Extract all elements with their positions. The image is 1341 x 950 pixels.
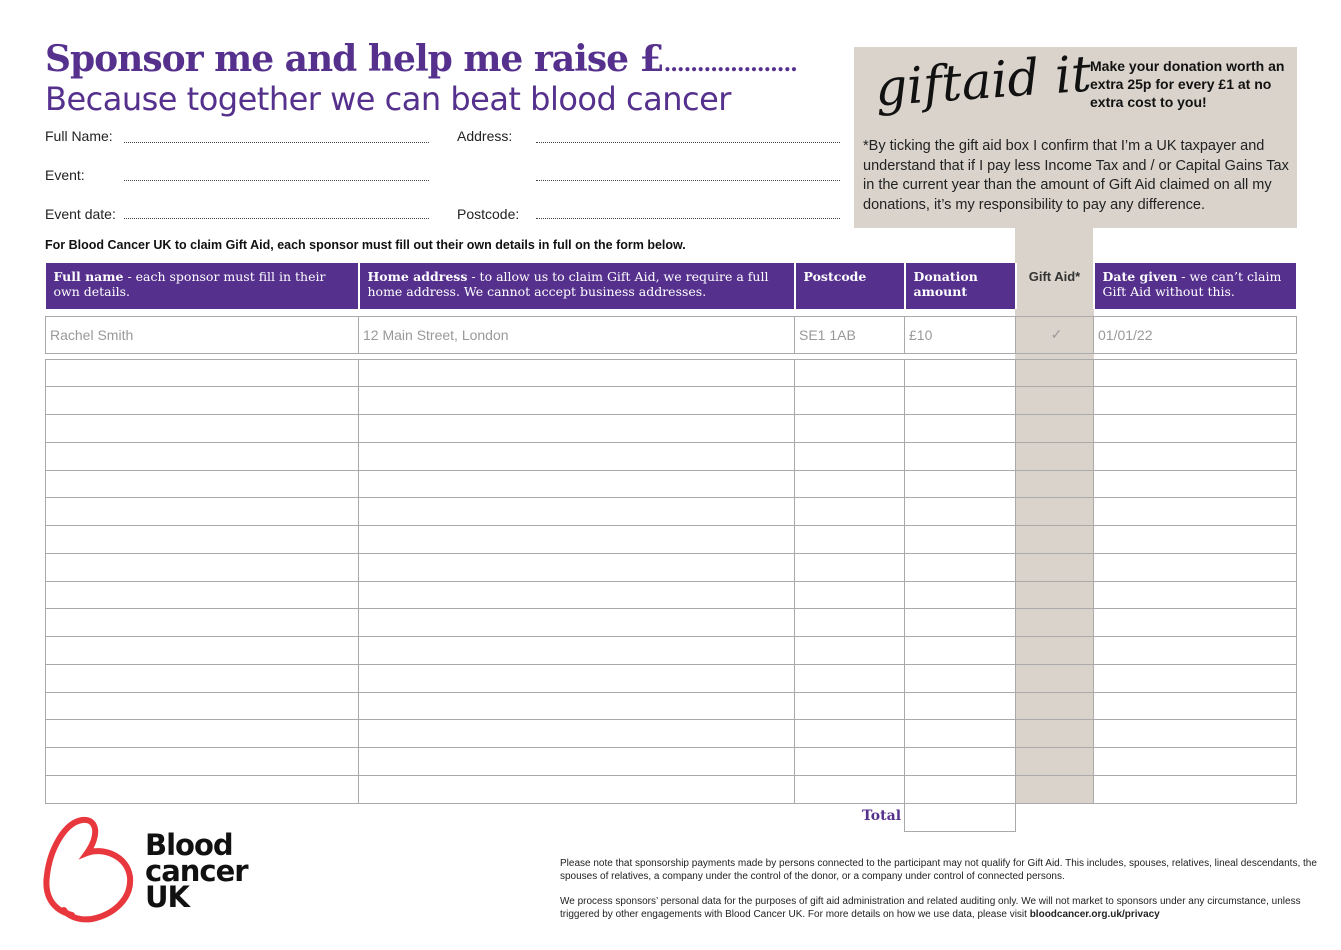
total-label: Total bbox=[862, 808, 902, 824]
table-row bbox=[46, 553, 1297, 581]
cell-address[interactable] bbox=[359, 415, 795, 443]
cell-postcode[interactable] bbox=[795, 720, 905, 748]
address-label: Address: bbox=[457, 128, 513, 144]
cell-name[interactable] bbox=[46, 470, 359, 498]
cell-address[interactable] bbox=[359, 720, 795, 748]
full-name-label: Full Name: bbox=[45, 128, 113, 144]
table-row bbox=[46, 748, 1297, 776]
cell-gift-aid[interactable] bbox=[1016, 553, 1094, 581]
cell-address[interactable] bbox=[359, 664, 795, 692]
cell-address[interactable] bbox=[359, 442, 795, 470]
cell-name[interactable] bbox=[46, 415, 359, 443]
cell-name[interactable] bbox=[46, 692, 359, 720]
amount-dots: .................... bbox=[663, 51, 797, 77]
table-row bbox=[46, 609, 1297, 637]
example-gift-aid-check-icon: ✓ bbox=[1016, 316, 1094, 353]
event-field[interactable] bbox=[124, 180, 429, 181]
cell-gift-aid[interactable] bbox=[1016, 581, 1094, 609]
table-row bbox=[46, 664, 1297, 692]
cell-date[interactable] bbox=[1094, 720, 1297, 748]
col-header-postcode bbox=[795, 263, 905, 309]
cell-postcode[interactable] bbox=[795, 581, 905, 609]
cell-postcode[interactable] bbox=[795, 664, 905, 692]
address-field-line2[interactable] bbox=[536, 180, 840, 181]
cell-date[interactable] bbox=[1094, 415, 1297, 443]
gift-aid-logo: giftaid it bbox=[873, 44, 1094, 118]
example-address: 12 Main Street, London bbox=[359, 316, 795, 353]
table-row bbox=[46, 359, 1297, 387]
cell-address[interactable] bbox=[359, 387, 795, 415]
cell-date[interactable] bbox=[1094, 553, 1297, 581]
cell-address[interactable] bbox=[359, 775, 795, 803]
event-date-label: Event date: bbox=[45, 206, 116, 222]
cell-gift-aid[interactable] bbox=[1016, 470, 1094, 498]
privacy-text: We process sponsors’ personal data for the purposes of gift aid administration and related auditing only. We will not market to sponsors under any circumstance, unless triggered by other engagements with Blood Cancer UK. For more details on how we use data, please visit bbox=[560, 896, 1301, 920]
privacy-note bbox=[560, 895, 1320, 921]
cell-postcode[interactable] bbox=[795, 470, 905, 498]
cell-gift-aid[interactable] bbox=[1016, 775, 1094, 803]
example-date: 01/01/22 bbox=[1094, 316, 1297, 353]
cell-name[interactable] bbox=[46, 526, 359, 554]
privacy-link[interactable]: bloodcancer.org.uk/privacy bbox=[1029, 909, 1160, 920]
col-bold: Home address bbox=[367, 269, 468, 284]
col-header-address bbox=[359, 263, 795, 309]
cell-postcode[interactable] bbox=[795, 387, 905, 415]
table-header-row bbox=[46, 263, 1297, 309]
cell-date[interactable] bbox=[1094, 442, 1297, 470]
cell-amount[interactable] bbox=[905, 692, 1016, 720]
cell-amount[interactable] bbox=[905, 526, 1016, 554]
cell-address[interactable] bbox=[359, 526, 795, 554]
cell-name[interactable] bbox=[46, 442, 359, 470]
cell-address[interactable] bbox=[359, 359, 795, 387]
cell-address[interactable] bbox=[359, 581, 795, 609]
cell-address[interactable] bbox=[359, 553, 795, 581]
cell-date[interactable] bbox=[1094, 664, 1297, 692]
event-date-field[interactable] bbox=[124, 218, 429, 219]
cell-amount[interactable] bbox=[905, 637, 1016, 665]
cell-address[interactable] bbox=[359, 609, 795, 637]
col-rest: - to allow us to claim Gift Aid, we require a full home address. We cannot accept business addresses. bbox=[367, 269, 769, 299]
cell-gift-aid[interactable] bbox=[1016, 692, 1094, 720]
cell-date[interactable] bbox=[1094, 775, 1297, 803]
cell-date[interactable] bbox=[1094, 359, 1297, 387]
cell-address[interactable] bbox=[359, 470, 795, 498]
table-row bbox=[46, 720, 1297, 748]
col-header-amount bbox=[905, 263, 1016, 309]
cell-address[interactable] bbox=[359, 692, 795, 720]
table-row bbox=[46, 692, 1297, 720]
cell-address[interactable] bbox=[359, 748, 795, 776]
cell-date[interactable] bbox=[1094, 637, 1297, 665]
cell-gift-aid[interactable] bbox=[1016, 664, 1094, 692]
cell-postcode[interactable] bbox=[795, 609, 905, 637]
cell-postcode[interactable] bbox=[795, 359, 905, 387]
cell-postcode[interactable] bbox=[795, 415, 905, 443]
address-field[interactable] bbox=[536, 142, 840, 143]
table-row bbox=[46, 498, 1297, 526]
cell-name[interactable] bbox=[46, 664, 359, 692]
cell-name[interactable] bbox=[46, 387, 359, 415]
col-bold: Postcode bbox=[803, 269, 867, 284]
cell-gift-aid[interactable] bbox=[1016, 748, 1094, 776]
cell-amount[interactable] bbox=[905, 498, 1016, 526]
col-bold: Date given bbox=[1102, 269, 1178, 284]
table-row bbox=[46, 581, 1297, 609]
cell-gift-aid[interactable] bbox=[1016, 359, 1094, 387]
cell-gift-aid[interactable] bbox=[1016, 720, 1094, 748]
table-row bbox=[46, 775, 1297, 803]
table-row bbox=[46, 442, 1297, 470]
col-rest: - we can’t claim Gift Aid without this. bbox=[1102, 269, 1282, 299]
cell-date[interactable] bbox=[1094, 609, 1297, 637]
cell-amount[interactable] bbox=[905, 359, 1016, 387]
instruction-text: For Blood Cancer UK to claim Gift Aid, each sponsor must fill out their own details in full on the form below. bbox=[45, 238, 686, 252]
cell-gift-aid[interactable] bbox=[1016, 609, 1094, 637]
cell-name[interactable] bbox=[46, 581, 359, 609]
cell-gift-aid[interactable] bbox=[1016, 526, 1094, 554]
cell-gift-aid[interactable] bbox=[1016, 415, 1094, 443]
cell-gift-aid[interactable] bbox=[1016, 442, 1094, 470]
col-rest: - each sponsor must fill in their own details. bbox=[53, 269, 326, 299]
cell-name[interactable] bbox=[46, 498, 359, 526]
cell-postcode[interactable] bbox=[795, 526, 905, 554]
cell-postcode[interactable] bbox=[795, 553, 905, 581]
cell-amount[interactable] bbox=[905, 664, 1016, 692]
total-field[interactable] bbox=[904, 803, 1016, 832]
postcode-field[interactable] bbox=[536, 218, 840, 219]
cell-name[interactable] bbox=[46, 720, 359, 748]
cell-address[interactable] bbox=[359, 498, 795, 526]
cell-date[interactable] bbox=[1094, 748, 1297, 776]
sponsor-table bbox=[45, 263, 1298, 804]
cell-gift-aid[interactable] bbox=[1016, 637, 1094, 665]
table-row bbox=[46, 637, 1297, 665]
cell-postcode[interactable] bbox=[795, 637, 905, 665]
connected-persons-note: Please note that sponsorship payments made by persons connected to the participant may not qualify for Gift Aid. This includes, spouses, relatives, lineal descendants, the spouses of relatives, a company under the control of the donor, or a company under control of connected persons. bbox=[560, 858, 1317, 882]
logo-text: Blood cancer UK bbox=[145, 828, 248, 914]
cell-postcode[interactable] bbox=[795, 442, 905, 470]
cell-name[interactable] bbox=[46, 609, 359, 637]
table-row bbox=[46, 415, 1297, 443]
gift-aid-headline: Make your donation worth an extra 25p for every £1 at no extra cost to you! bbox=[1090, 58, 1285, 110]
page-title bbox=[45, 38, 797, 80]
cell-date[interactable] bbox=[1094, 526, 1297, 554]
table-row bbox=[46, 387, 1297, 415]
event-label: Event: bbox=[45, 167, 85, 183]
cell-date[interactable] bbox=[1094, 692, 1297, 720]
cell-date[interactable] bbox=[1094, 498, 1297, 526]
postcode-label: Postcode: bbox=[457, 206, 520, 222]
cell-address[interactable] bbox=[359, 637, 795, 665]
cell-name[interactable] bbox=[46, 775, 359, 803]
cell-amount[interactable] bbox=[905, 470, 1016, 498]
cell-amount[interactable] bbox=[905, 775, 1016, 803]
cell-gift-aid[interactable] bbox=[1016, 498, 1094, 526]
cell-postcode[interactable] bbox=[795, 775, 905, 803]
title-text: Sponsor me and help me raise £ bbox=[45, 38, 664, 80]
cell-date[interactable] bbox=[1094, 387, 1297, 415]
cell-postcode[interactable] bbox=[795, 498, 905, 526]
cell-name[interactable] bbox=[46, 553, 359, 581]
col-header-gift-aid: Gift Aid* bbox=[1016, 263, 1094, 309]
cell-name[interactable] bbox=[46, 359, 359, 387]
cell-date[interactable] bbox=[1094, 470, 1297, 498]
full-name-field[interactable] bbox=[124, 142, 429, 143]
example-row bbox=[46, 316, 1297, 353]
cell-amount[interactable] bbox=[905, 609, 1016, 637]
gift-aid-declaration: *By ticking the gift aid box I confirm that I’m a UK taxpayer and understand that if I pay less Income Tax and / or Capital Gains Tax in the current year than the amount of Gift Aid claimed on all my donations, it’s my responsibility to pay any difference. bbox=[863, 138, 1289, 213]
example-postcode: SE1 1AB bbox=[795, 316, 905, 353]
cell-name[interactable] bbox=[46, 748, 359, 776]
example-amount: £10 bbox=[905, 316, 1016, 353]
cell-amount[interactable] bbox=[905, 553, 1016, 581]
table-row bbox=[46, 470, 1297, 498]
cell-postcode[interactable] bbox=[795, 748, 905, 776]
col-bold: Donation amount bbox=[913, 269, 978, 299]
col-header-full-name bbox=[46, 263, 359, 309]
cell-name[interactable] bbox=[46, 637, 359, 665]
table-row bbox=[46, 526, 1297, 554]
cell-date[interactable] bbox=[1094, 581, 1297, 609]
cell-amount[interactable] bbox=[905, 581, 1016, 609]
page-subtitle: Because together we can beat blood cancer bbox=[45, 80, 731, 118]
col-bold: Full name bbox=[53, 269, 124, 284]
cell-postcode[interactable] bbox=[795, 692, 905, 720]
cell-amount[interactable] bbox=[905, 442, 1016, 470]
col-header-date bbox=[1094, 263, 1297, 309]
cell-amount[interactable] bbox=[905, 748, 1016, 776]
cell-amount[interactable] bbox=[905, 387, 1016, 415]
example-name: Rachel Smith bbox=[46, 316, 359, 353]
cell-amount[interactable] bbox=[905, 720, 1016, 748]
blood-cancer-uk-logo-icon bbox=[42, 815, 137, 927]
cell-gift-aid[interactable] bbox=[1016, 387, 1094, 415]
cell-amount[interactable] bbox=[905, 415, 1016, 443]
